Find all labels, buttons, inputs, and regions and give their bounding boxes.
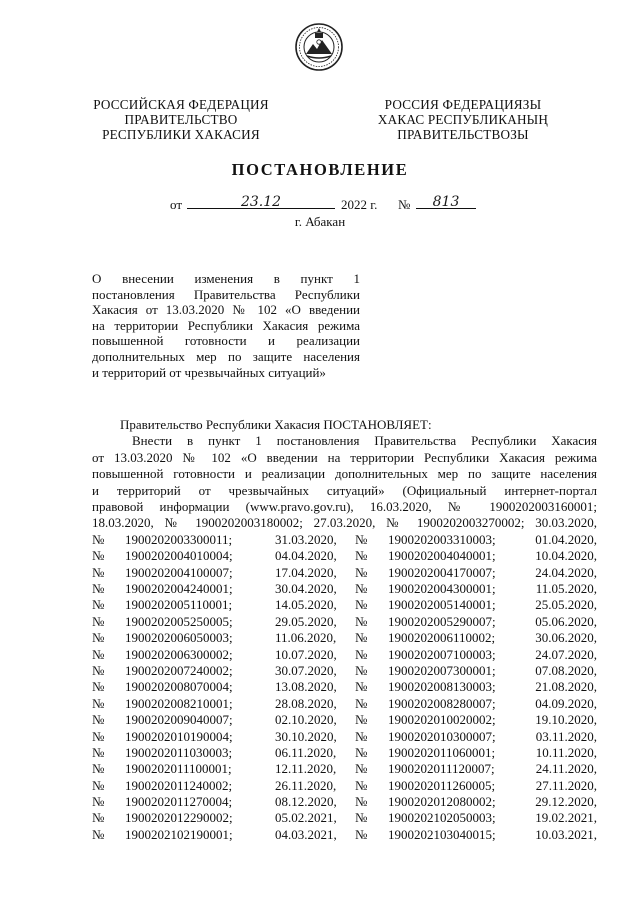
body-line: и территорий от чрезвычайных ситуаций» (Официальный интернет-портал: [92, 482, 597, 498]
publication-row: [92, 696, 597, 712]
publication-date: 17.04.2020,: [275, 564, 337, 580]
publication-date: 10.11.2020,: [535, 744, 597, 760]
header-right-line: ХАКАС РЕСПУБЛИКАНЫҢ: [377, 112, 549, 127]
publication-number: 1900202011060001;: [388, 744, 496, 760]
publication-date: 25.05.2020,: [535, 597, 597, 613]
number-sign: №: [355, 646, 368, 662]
publication-number: 1900202006300002;: [125, 646, 233, 662]
publication-number: 1900202103040015;: [388, 826, 496, 842]
number-sign: №: [355, 826, 368, 842]
publication-number: 1900202006110002;: [388, 630, 496, 646]
publication-row: [92, 548, 597, 564]
publication-number: 1900202009040007;: [125, 712, 233, 728]
number-sign: №: [92, 777, 105, 793]
publication-date: 27.11.2020,: [535, 777, 597, 793]
publication-row: [92, 597, 597, 613]
header-right: [368, 97, 558, 142]
number-sign: №: [355, 548, 368, 564]
number-sign: №: [355, 564, 368, 580]
publication-date: 29.05.2020,: [275, 613, 337, 629]
publication-number: 1900202007300001;: [388, 662, 496, 678]
number-sign: №: [92, 581, 105, 597]
publication-date: 06.11.2020,: [275, 744, 337, 760]
publication-date: 30.06.2020,: [535, 630, 597, 646]
publication-number: 1900202004040001;: [388, 548, 496, 564]
publication-row: [92, 532, 597, 548]
date-from-label: от: [170, 197, 183, 212]
publication-number: 1900202005140001;: [388, 597, 496, 613]
resolution-line: Правительство Республики Хакасия ПОСТАНОВЛЯЕТ:: [120, 417, 432, 432]
number-sign: №: [398, 197, 411, 212]
publication-date: 12.11.2020,: [275, 761, 337, 777]
publication-row: [92, 614, 597, 630]
number-sign: №: [355, 695, 368, 711]
publication-number: 1900202011120007;: [388, 761, 495, 777]
subject-line: повышенной готовности и реализации: [92, 333, 360, 349]
publication-date: 04.03.2021,: [275, 826, 337, 842]
number-sign: №: [92, 810, 105, 826]
publication-number: 1900202003300011;: [125, 531, 233, 547]
document-body: [92, 417, 597, 843]
publication-number: 1900202008280007;: [388, 695, 496, 711]
number-sign: №: [355, 728, 368, 744]
publication-date: 31.03.2020,: [275, 531, 337, 547]
publication-date: 11.06.2020,: [275, 630, 337, 646]
header-left-line: РОССИЙСКАЯ ФЕДЕРАЦИЯ: [93, 97, 269, 112]
republic-emblem-icon: [294, 22, 344, 72]
header-left: [82, 97, 280, 142]
publication-row: [92, 794, 597, 810]
publication-number: 1900202005250005;: [125, 613, 233, 629]
subject-line: на территории Республики Хакасия режима: [92, 317, 360, 333]
number-sign: №: [92, 794, 105, 810]
publication-number: 1900202010020002;: [388, 712, 496, 728]
publication-date: 08.12.2020,: [275, 794, 337, 810]
publication-date: 13.08.2020,: [275, 679, 337, 695]
publication-date: 04.09.2020,: [535, 695, 597, 711]
body-line: повышенной готовности и реализации дополнительных мер по защите населения: [92, 466, 597, 482]
body-line: от 13.03.2020 № 102 «О введении на территории Республики Хакасия режима: [92, 449, 597, 465]
number-sign: №: [355, 531, 368, 547]
number-sign: №: [355, 712, 368, 728]
publication-date: 21.08.2020,: [535, 679, 597, 695]
number-sign: №: [92, 712, 105, 728]
publication-date: 01.04.2020,: [535, 531, 597, 547]
publication-number: 1900202012080002;: [388, 794, 496, 810]
publication-row: [92, 565, 597, 581]
number-sign: №: [355, 662, 368, 678]
publication-date: 30.10.2020,: [275, 728, 337, 744]
document-subject: [92, 271, 360, 380]
body-line: правовой информации (www.pravo.gov.ru), 16.03.2020, № 1900202003160001;: [92, 499, 597, 515]
number-sign: №: [355, 794, 368, 810]
number-sign: №: [92, 695, 105, 711]
publication-date: 07.08.2020,: [535, 662, 597, 678]
body-line: Внести в пункт 1 постановления Правительства Республики Хакасия: [132, 433, 597, 449]
number-sign: №: [92, 564, 105, 580]
publication-date: 05.06.2020,: [535, 613, 597, 629]
publication-date: 30.07.2020,: [275, 662, 337, 678]
publication-row: [92, 729, 597, 745]
publication-number: 1900202008210001;: [125, 695, 233, 711]
date-value: 23.12: [187, 194, 335, 209]
subject-line: О внесении изменения в пункт 1: [92, 271, 360, 286]
number-sign: №: [92, 679, 105, 695]
number-sign: №: [355, 810, 368, 826]
publication-number: 1900202102050003;: [388, 810, 496, 826]
publication-row: [92, 761, 597, 777]
document-title: ПОСТАНОВЛЕНИЕ: [231, 160, 409, 179]
publication-list: [92, 532, 597, 843]
publication-date: 05.02.2021,: [275, 810, 337, 826]
publication-row: [92, 810, 597, 826]
number-sign: №: [92, 597, 105, 613]
publication-date: 19.02.2021,: [535, 810, 597, 826]
number-sign: №: [92, 613, 105, 629]
publication-number: 1900202008130003;: [388, 679, 496, 695]
publication-date: 26.11.2020,: [275, 777, 337, 793]
publication-date: 02.10.2020,: [275, 712, 337, 728]
city: г. Абакан: [294, 214, 346, 229]
publication-date: 19.10.2020,: [535, 712, 597, 728]
publication-date: 29.12.2020,: [535, 794, 597, 810]
number-sign: №: [355, 581, 368, 597]
subject-line: и территорий от чрезвычайных ситуаций»: [92, 364, 326, 380]
number-sign: №: [355, 630, 368, 646]
publication-date: 10.07.2020,: [275, 646, 337, 662]
number-sign: №: [355, 744, 368, 760]
publication-date: 14.05.2020,: [275, 597, 337, 613]
number-sign: №: [92, 728, 105, 744]
subject-line: постановления Правительства Республики: [92, 286, 360, 302]
publication-number: 1900202010190004;: [125, 728, 233, 744]
publication-date: 24.07.2020,: [535, 646, 597, 662]
publication-date: 24.11.2020,: [535, 761, 597, 777]
body-line: 18.03.2020, № 1900202003180002; 27.03.2020, № 1900202003270002; 30.03.2020,: [92, 515, 597, 531]
publication-date: 30.04.2020,: [275, 581, 337, 597]
publication-number: 1900202004300001;: [388, 581, 496, 597]
number-sign: №: [92, 826, 105, 842]
publication-number: 1900202011030003;: [125, 744, 233, 760]
publication-number: 1900202102190001;: [125, 826, 233, 842]
publication-number: 1900202011100001;: [125, 761, 232, 777]
publication-number: 1900202007240002;: [125, 662, 233, 678]
header-left-line: РЕСПУБЛИКИ ХАКАСИЯ: [102, 127, 260, 142]
number-sign: №: [355, 679, 368, 695]
publication-date: 24.04.2020,: [535, 564, 597, 580]
publication-row: [92, 827, 597, 843]
publication-number: 1900202010300007;: [388, 728, 496, 744]
publication-number: 1900202005290007;: [388, 613, 496, 629]
number-sign: №: [92, 662, 105, 678]
publication-date: 11.05.2020,: [535, 581, 597, 597]
publication-number: 1900202004100007;: [125, 564, 233, 580]
number-sign: №: [92, 630, 105, 646]
publication-row: [92, 745, 597, 761]
number-sign: №: [92, 646, 105, 662]
publication-number: 1900202012290002;: [125, 810, 233, 826]
publication-row: [92, 778, 597, 794]
header-right-line: ПРАВИТЕЛЬСТВОЗЫ: [397, 127, 529, 142]
subject-line: Хакасия от 13.03.2020 № 102 «О введении: [92, 302, 360, 318]
publication-date: 10.03.2021,: [535, 826, 597, 842]
publication-row: [92, 712, 597, 728]
publication-date: 03.11.2020,: [535, 728, 597, 744]
subject-line: дополнительных мер по защите населения: [92, 348, 360, 364]
publication-row: [92, 679, 597, 695]
publication-number: 1900202004240001;: [125, 581, 233, 597]
publication-number: 1900202011260005;: [388, 777, 496, 793]
publication-number: 1900202011240002;: [125, 777, 233, 793]
number-sign: №: [355, 597, 368, 613]
publication-row: [92, 663, 597, 679]
publication-date: 10.04.2020,: [535, 548, 597, 564]
number-sign: №: [92, 531, 105, 547]
publication-number: 1900202011270004;: [125, 794, 233, 810]
publication-number: 1900202007100003;: [388, 646, 496, 662]
publication-number: 1900202005110001;: [125, 597, 233, 613]
header-right-line: РОССИЯ ФЕДЕРАЦИЯЗЫ: [384, 97, 542, 112]
date-year: 2022 г.: [341, 197, 378, 212]
document-number: 813: [416, 194, 476, 209]
header-left-line: ПРАВИТЕЛЬСТВО: [124, 112, 238, 127]
number-sign: №: [92, 548, 105, 564]
publication-number: 1900202004170007;: [388, 564, 496, 580]
publication-date: 28.08.2020,: [275, 695, 337, 711]
publication-number: 1900202003310003;: [388, 531, 496, 547]
number-sign: №: [355, 777, 368, 793]
publication-row: [92, 581, 597, 597]
number-sign: №: [355, 613, 368, 629]
number-sign: №: [92, 744, 105, 760]
publication-number: 1900202008070004;: [125, 679, 233, 695]
publication-row: [92, 647, 597, 663]
number-sign: №: [355, 761, 368, 777]
publication-row: [92, 630, 597, 646]
number-sign: №: [92, 761, 105, 777]
publication-number: 1900202004010004;: [125, 548, 233, 564]
publication-number: 1900202006050003;: [125, 630, 233, 646]
publication-date: 04.04.2020,: [275, 548, 337, 564]
